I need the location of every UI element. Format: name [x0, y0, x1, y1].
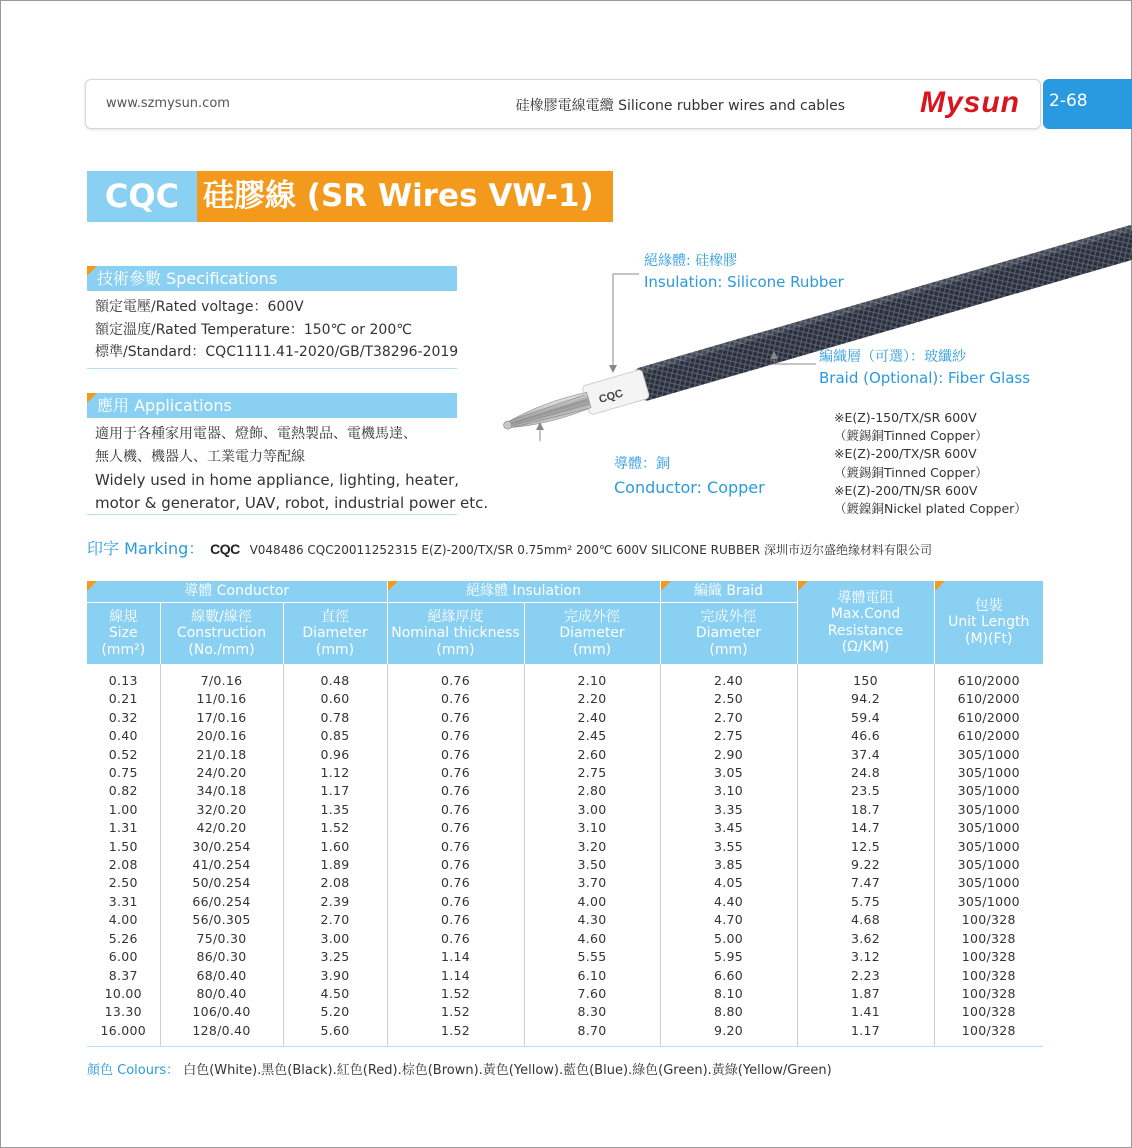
table-row: [87, 911, 1043, 929]
header-line: (mm): [436, 641, 475, 658]
header-line: Diameter: [559, 625, 625, 641]
table-cell: 0.48: [283, 664, 387, 690]
header-line: Unit Length: [948, 614, 1030, 631]
header-line: Diameter: [302, 625, 368, 641]
table-cell: 14.7: [797, 819, 934, 837]
table-cell: 10.00: [104, 985, 142, 1001]
table-cell: 50/0.254: [160, 874, 283, 892]
table-cell: 86/0.30: [160, 948, 283, 966]
table-cell: 11/0.16: [160, 690, 283, 708]
colours-line: [87, 1059, 832, 1078]
table-cell: 100/328: [934, 930, 1043, 948]
table-cell: 0.76: [387, 874, 524, 892]
braid-label-cn: 編織層（可選）：玻纖紗: [819, 349, 966, 365]
table-cell: 0.78: [283, 709, 387, 727]
table-cell: 1.35: [283, 801, 387, 819]
table-cell: 59.4: [797, 709, 934, 727]
table-cell: 100/328: [934, 1022, 1043, 1047]
table-cell: 1.41: [797, 1003, 934, 1021]
table-cell: 2.90: [660, 746, 797, 764]
table-cell: 21/0.18: [160, 746, 283, 764]
table-cell: 610/2000: [934, 690, 1043, 708]
table-cell: 56/0.305: [160, 911, 283, 929]
header-line: Diameter: [695, 625, 762, 641]
table-cell: 305/1000: [934, 819, 1043, 837]
table-cell: 80/0.40: [160, 985, 283, 1003]
header-line: 絕緣厚度: [427, 608, 484, 625]
table-cell: 12.5: [797, 838, 934, 856]
table-cell: 1.50: [108, 838, 138, 854]
table-cell: 16.000: [87, 1022, 160, 1047]
specifications-heading: 技術參數 Specifications: [87, 266, 457, 291]
table-cell: 0.52: [108, 746, 138, 762]
table-cell: 3.45: [660, 819, 797, 837]
table-cell: 13.30: [104, 1004, 142, 1020]
table-row: [87, 856, 1043, 874]
table-row: [87, 764, 1043, 782]
table-cell: 2.08: [108, 857, 138, 873]
table-cell: 2.23: [797, 967, 934, 985]
table-cell: 3.50: [524, 856, 660, 874]
table-cell: 2.50: [108, 875, 138, 891]
table-cell: 100/328: [934, 985, 1043, 1003]
table-cell: 610/2000: [934, 664, 1043, 690]
table-cell: 1.14: [387, 967, 524, 985]
table-cell: 42/0.20: [160, 819, 283, 837]
group-conductor: 導體 Conductor: [87, 581, 387, 602]
application-line: motor & generator, UAV, robot, industrial power etc.: [95, 494, 489, 512]
application-line: Widely used in home appliance, lighting, heater,: [95, 471, 460, 489]
table-cell: 2.70: [283, 911, 387, 929]
table-cell: 18.7: [797, 801, 934, 819]
table-cell: 4.50: [283, 985, 387, 1003]
page-header: [85, 79, 1041, 129]
table-row: [87, 664, 1043, 690]
table-cell: 3.35: [660, 801, 797, 819]
col-conductor-diameter: [283, 602, 387, 664]
table-cell: 5.20: [283, 1003, 387, 1021]
col-insulation-diameter: [524, 602, 660, 664]
table-row: [87, 1003, 1043, 1021]
table-cell: 0.76: [387, 930, 524, 948]
conductor-label-en: Conductor: Copper: [614, 478, 765, 497]
marking-heading: 印字 Marking：: [87, 539, 205, 558]
header-line: 線數/線徑: [191, 608, 252, 625]
table-cell: 20/0.16: [160, 727, 283, 745]
table-cell: 46.6: [797, 727, 934, 745]
table-cell: 1.17: [283, 782, 387, 800]
table-row: [87, 709, 1043, 727]
header-line: (M)(Ft): [965, 630, 1013, 647]
table-cell: 1.60: [283, 838, 387, 856]
table-cell: 0.76: [387, 856, 524, 874]
table-cell: 1.00: [108, 801, 138, 817]
table-cell: 3.00: [283, 930, 387, 948]
insulation-label: [644, 251, 844, 293]
table-cell: 2.70: [660, 709, 797, 727]
table-cell: 8.10: [660, 985, 797, 1003]
table-cell: 0.85: [283, 727, 387, 745]
table-cell: 305/1000: [934, 746, 1043, 764]
table-cell: 610/2000: [934, 709, 1043, 727]
table-cell: 66/0.254: [160, 893, 283, 911]
table-cell: 2.20: [524, 690, 660, 708]
table-cell: 3.10: [524, 819, 660, 837]
table-cell: 3.05: [660, 764, 797, 782]
header-line: Construction: [176, 625, 267, 641]
table-cell: 1.52: [387, 1022, 524, 1047]
table-cell: 1.52: [387, 985, 524, 1003]
table-cell: 0.82: [108, 783, 138, 799]
table-cell: 0.76: [387, 764, 524, 782]
table-cell: 0.60: [283, 690, 387, 708]
spec-standard: 標準/Standard：CQC1111.41-2020/GB/T38296-2019: [95, 344, 459, 360]
spec-temperature: 額定溫度/Rated Temperature：150℃ or 200℃: [95, 321, 412, 338]
marking-line: [87, 536, 932, 559]
colours-list: 白色(White).黑色(Black).紅色(Red).棕色(Brown).黃色(Yellow).藍色(Blue).綠色(Green).黃綠(Yellow/Green): [183, 1063, 832, 1078]
table-cell: 7.47: [797, 874, 934, 892]
table-cell: 2.75: [524, 764, 660, 782]
table-cell: 68/0.40: [160, 967, 283, 985]
spec-voltage: 額定電壓/Rated voltage：600V: [95, 299, 304, 315]
cable-illustration: [496, 201, 1132, 441]
application-line: 無人機、機器人、工業電力等配線: [95, 449, 305, 465]
conductor-pointer: [540, 425, 609, 441]
table-cell: 24/0.20: [160, 764, 283, 782]
conductor-label: [614, 453, 765, 499]
table-cell: 3.70: [524, 874, 660, 892]
table-row: [87, 727, 1043, 745]
table-cell: 305/1000: [934, 801, 1043, 819]
table-cell: 2.40: [524, 709, 660, 727]
table-cell: 0.32: [108, 709, 138, 725]
group-insulation: 絕緣體 Insulation: [387, 581, 660, 602]
table-row: [87, 690, 1043, 708]
table-row: [87, 967, 1043, 985]
col-resistance: [797, 581, 934, 664]
table-cell: 9.20: [660, 1022, 797, 1047]
header-line: Nominal thickness: [391, 625, 520, 641]
model-note: ※E(Z)-150/TX/SR 600V: [834, 410, 977, 425]
table-cell: 2.10: [524, 664, 660, 690]
col-construction: [160, 602, 283, 664]
table-cell: 34/0.18: [160, 782, 283, 800]
col-size: [87, 602, 160, 664]
page-number: 2-68: [1043, 79, 1132, 129]
table-cell: 0.21: [108, 691, 138, 707]
table-cell: 150: [797, 664, 934, 690]
table-cell: 100/328: [934, 967, 1043, 985]
col-braid-diameter: [660, 602, 797, 664]
table-row: [87, 985, 1043, 1003]
table-cell: 41/0.254: [160, 856, 283, 874]
header-line: Max.Cond: [830, 606, 901, 622]
table-cell: 100/328: [934, 1003, 1043, 1021]
table-cell: 24.8: [797, 764, 934, 782]
table-cell: 2.39: [283, 893, 387, 911]
table-cell: 106/0.40: [160, 1003, 283, 1021]
marking-text: V048486 CQC20011252315 E(Z)-200/TX/SR 0.75mm² 200℃ 600V SILICONE RUBBER 深圳市迈尔盛绝缘材料有限公司: [249, 543, 932, 557]
table-cell: 305/1000: [934, 893, 1043, 911]
table-cell: 0.76: [387, 819, 524, 837]
table-cell: 8.70: [524, 1022, 660, 1047]
table-cell: 2.75: [660, 727, 797, 745]
table-cell: 2.80: [524, 782, 660, 800]
applications-list: [95, 423, 488, 515]
table-cell: 6.00: [108, 949, 138, 965]
table-cell: 4.68: [797, 911, 934, 929]
model-note: ※E(Z)-200/TN/SR 600V: [834, 482, 978, 498]
sleeve-print: CQC: [597, 387, 625, 406]
table-cell: 3.10: [660, 782, 797, 800]
table-row: [87, 782, 1043, 800]
specification-table: [87, 581, 1043, 1047]
header-line: 線規: [109, 608, 138, 625]
table-cell: 1.89: [283, 856, 387, 874]
header-line: (No./mm): [188, 641, 255, 658]
page-title: 硅膠線 (SR Wires VW-1): [197, 171, 613, 222]
website-url: www.szmysun.com: [106, 96, 230, 111]
table-row: [87, 838, 1043, 856]
table-cell: 5.95: [660, 948, 797, 966]
table-cell: 4.60: [524, 930, 660, 948]
table-cell: 0.76: [387, 746, 524, 764]
header-line: (mm²): [101, 641, 146, 658]
table-cell: 23.5: [797, 782, 934, 800]
mysun-logo: Mysun: [919, 86, 1020, 119]
table-cell: 5.75: [797, 893, 934, 911]
table-row: [87, 801, 1043, 819]
table-cell: 100/328: [934, 911, 1043, 929]
table-cell: 4.40: [660, 893, 797, 911]
table-cell: 5.26: [108, 930, 138, 946]
table-cell: 305/1000: [934, 874, 1043, 892]
table-cell: 305/1000: [934, 764, 1043, 782]
table-cell: 1.31: [108, 820, 138, 836]
table-cell: 0.76: [387, 801, 524, 819]
table-cell: 3.55: [660, 838, 797, 856]
conductor-strands: [504, 392, 592, 434]
table-cell: 5.55: [524, 948, 660, 966]
table-cell: 1.17: [797, 1022, 934, 1047]
table-row: [87, 874, 1043, 892]
header-line: Size: [108, 625, 138, 641]
table-cell: 3.90: [283, 967, 387, 985]
header-line: 直徑: [321, 608, 349, 625]
table-cell: 32/0.20: [160, 801, 283, 819]
table-cell: 0.76: [387, 911, 524, 929]
colours-heading: 顏色 Colours：: [87, 1063, 180, 1078]
table-row: [87, 893, 1043, 911]
table-cell: 3.31: [108, 893, 138, 909]
model-notes: [834, 409, 1027, 518]
table-cell: 2.08: [283, 874, 387, 892]
table-cell: 8.37: [108, 967, 138, 983]
table-cell: 3.62: [797, 930, 934, 948]
table-cell: 7.60: [524, 985, 660, 1003]
application-line: 適用于各種家用電器、燈飾、電熱製品、電機馬達、: [95, 426, 417, 442]
table-cell: 3.85: [660, 856, 797, 874]
insulation-label-en: Insulation: Silicone Rubber: [644, 273, 844, 291]
table-cell: 8.80: [660, 1003, 797, 1021]
table-cell: 0.76: [387, 690, 524, 708]
table-cell: 305/1000: [934, 856, 1043, 874]
table-cell: 6.60: [660, 967, 797, 985]
header-line: Resistance: [827, 622, 904, 639]
table-cell: 128/0.40: [160, 1022, 283, 1047]
specifications-list: [95, 296, 458, 364]
table-cell: 30/0.254: [160, 838, 283, 856]
table-cell: 4.00: [524, 893, 660, 911]
table-cell: 305/1000: [934, 838, 1043, 856]
table-cell: 4.00: [108, 912, 138, 928]
table-cell: 0.76: [387, 893, 524, 911]
table-cell: 3.20: [524, 838, 660, 856]
table-cell: 305/1000: [934, 782, 1043, 800]
model-note: （鍍錫銅Tinned Copper）: [834, 428, 988, 444]
table-cell: 1.52: [283, 819, 387, 837]
table-cell: 5.00: [660, 930, 797, 948]
table-row: [87, 948, 1043, 966]
table-cell: 9.22: [797, 856, 934, 874]
table-cell: 0.76: [387, 727, 524, 745]
table-cell: 5.60: [283, 1022, 387, 1047]
table-cell: 1.12: [283, 764, 387, 782]
table-cell: 1.87: [797, 985, 934, 1003]
header-line: 包裝: [974, 597, 1003, 614]
table-row: [87, 746, 1043, 764]
header-subtitle: 硅橡膠電線電纜 Silicone rubber wires and cables: [515, 98, 845, 114]
title-code: CQC: [87, 171, 197, 222]
table-cell: 0.40: [108, 728, 138, 744]
table-cell: 0.76: [387, 664, 524, 690]
model-note: ※E(Z)-200/TX/SR 600V: [834, 446, 977, 462]
table-cell: 4.05: [660, 874, 797, 892]
group-braid: 編織 Braid: [660, 581, 797, 602]
table-cell: 2.50: [660, 690, 797, 708]
table-cell: 1.52: [387, 1003, 524, 1021]
table-cell: 0.13: [108, 673, 138, 688]
table-row: [87, 819, 1043, 837]
table-cell: 0.76: [387, 709, 524, 727]
header-line: 導體電阻: [837, 589, 894, 606]
model-note: （鍍錫銅Tinned Copper）: [834, 464, 988, 480]
header-line: (mm): [315, 641, 355, 658]
table-cell: 94.2: [797, 690, 934, 708]
insulation-pointer: [613, 274, 639, 371]
section-divider: [87, 368, 457, 369]
table-cell: 0.75: [108, 765, 138, 781]
header-line: (mm): [572, 641, 612, 658]
table-cell: 3.00: [524, 801, 660, 819]
table-cell: 2.40: [660, 664, 797, 690]
table-row: [87, 1022, 1043, 1047]
header-line: (Ω/KM): [841, 639, 890, 655]
table-cell: 1.14: [387, 948, 524, 966]
table-cell: 3.25: [283, 948, 387, 966]
header-line: 完成外徑: [564, 608, 620, 625]
col-unit-length: [934, 581, 1043, 664]
table-row: [87, 930, 1043, 948]
table-cell: 75/0.30: [160, 930, 283, 948]
header-line: 完成外徑: [700, 608, 757, 625]
table-cell: 100/328: [934, 948, 1043, 966]
table-cell: 0.76: [387, 782, 524, 800]
table-cell: 0.96: [283, 746, 387, 764]
table-cell: 3.12: [797, 948, 934, 966]
table-cell: 7/0.16: [160, 664, 283, 690]
model-note: （鍍鎳銅Nickel plated Copper）: [834, 501, 1027, 517]
braid-label: [819, 347, 1030, 389]
table-cell: 0.76: [387, 838, 524, 856]
table-cell: 2.45: [524, 727, 660, 745]
table-cell: 2.60: [524, 746, 660, 764]
table-cell: 6.10: [524, 967, 660, 985]
col-insulation-thickness: [387, 602, 524, 664]
insulation-label-cn: 絕緣體: 硅橡膠: [644, 253, 738, 269]
section-divider: [87, 514, 457, 515]
table-cell: 4.70: [660, 911, 797, 929]
conductor-label-cn: 導體：銅: [614, 456, 670, 472]
table-cell: 4.30: [524, 911, 660, 929]
braid-label-en: Braid (Optional): Fiber Glass: [819, 369, 1031, 387]
table-cell: 17/0.16: [160, 709, 283, 727]
table-cell: 37.4: [797, 746, 934, 764]
table-cell: 610/2000: [934, 727, 1043, 745]
header-line: (mm): [709, 641, 748, 658]
table-cell: 8.30: [524, 1003, 660, 1021]
cqc-logo: CQC: [210, 541, 240, 557]
applications-heading: 應用 Applications: [87, 393, 457, 418]
